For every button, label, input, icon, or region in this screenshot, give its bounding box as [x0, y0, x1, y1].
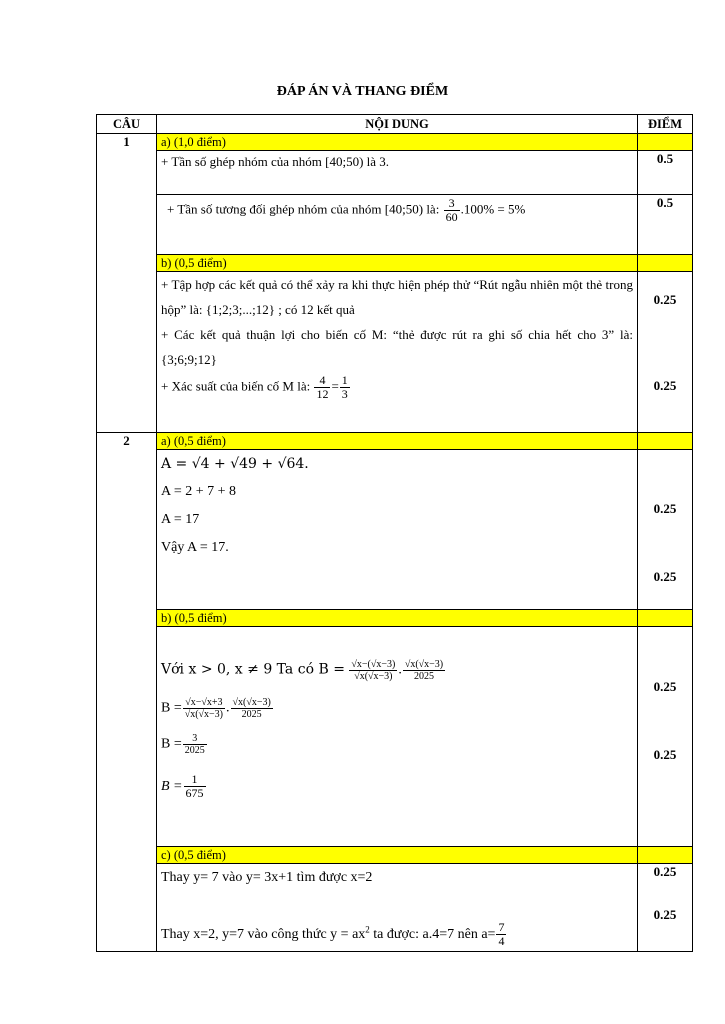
q1-b-p12-row — [97, 272, 693, 373]
q1-b-p1-points: 0.25 — [638, 272, 693, 373]
q2-a-pt2: 0.25 — [653, 568, 677, 584]
q2-part-a-label: a) (0,5 điểm) — [157, 432, 638, 449]
q2-part-b-label: b) (0,5 điểm) — [157, 609, 638, 626]
q2-a-l1: A = √4 + √49 + √64. — [161, 455, 309, 472]
q2-b-l2-frac1: $\frac{√x-√x+3}{√x(√x-3)}$ — [184, 696, 224, 720]
q2-c-l1: Thay y= 7 vào y= 3x+1 tìm được x=2 — [157, 863, 638, 907]
header-row — [97, 115, 693, 134]
page-title: ĐÁP ÁN VÀ THANG ĐIỂM — [276, 84, 449, 99]
q2-c-l2-row — [97, 907, 693, 951]
q1-a-line2: + Tần số tương đối ghép nhóm của nhóm [40;50) là: $\frac{3}{60}$ .100% = 5% — [157, 195, 638, 255]
q2-b-l1-frac1: $\frac{√x-(√x-3)}{√x(√x-3)}$ — [351, 658, 396, 682]
q2-b-l3-frac: $\frac{3}{2025}$ — [184, 732, 205, 756]
q2-b-row — [97, 626, 693, 846]
q2-part-c-points — [638, 846, 693, 863]
q2-b-l2: B = $\frac{√x-√x+3}{√x(√x-3)}$ . $\frac{√x(√x-3)}{2025}$ — [161, 696, 271, 720]
q2-part-a-points — [638, 432, 693, 449]
q2-c-l2-frac: $\frac{7}{4}$ — [498, 920, 505, 949]
q2-b-l1: Với x > 0, x ≠ 9 Ta có B = $\frac{√x-(√x-3)}{√x(√x-3)}$ . $\frac{√x(√x-3)}{2025}$ — [161, 658, 444, 682]
q1-b-p3: + Xác suất của biến cố M là: $\frac{4}{12}$ = $\frac{1}{3}$ — [157, 372, 638, 432]
q2-part-b-row — [97, 609, 693, 626]
q2-part-b-points — [638, 609, 693, 626]
q2-b-l4: B = $\frac{1}{675}$ — [161, 771, 204, 800]
header-noi-dung: NỘI DUNG — [157, 115, 638, 134]
answer-table — [96, 114, 693, 952]
q1-a-line1: + Tần số ghép nhóm của nhóm [40;50) là 3. — [157, 151, 638, 195]
q1-part-a-label: a) (1,0 điểm) — [157, 134, 638, 151]
q1-part-a-row — [97, 134, 693, 151]
q1-b-p1: + Tập hợp các kết quả có thể xảy ra khi thực hiện phép thử “Rút ngẫu nhiên một thẻ trong hộp” là: {1;2;3;...;12} ; có 12 kết quả — [161, 277, 633, 317]
q2-a-pt1: 0.25 — [653, 500, 677, 516]
q2-b-pt2: 0.25 — [653, 746, 677, 762]
q2-a-points — [638, 449, 693, 609]
q2-b-l4-frac: $\frac{1}{675}$ — [185, 771, 204, 800]
q1-part-b-row — [97, 255, 693, 272]
q1-a-line2-points: 0.5 — [638, 195, 693, 255]
q2-c-l1-points: 0.25 — [638, 863, 693, 907]
header-cau: CÂU — [97, 115, 157, 134]
q2-a-l3: A = 17 — [161, 511, 200, 527]
q2-c-l2-points: 0.25 — [638, 907, 693, 951]
q1-a-line1-points: 0.5 — [638, 151, 693, 195]
q1-b-p3-points: 0.25 — [638, 372, 693, 432]
q1-part-b-points — [638, 255, 693, 272]
q2-a-row — [97, 449, 693, 609]
q2-b-l1-frac2: $\frac{√x(√x-3)}{2025}$ — [404, 658, 444, 682]
q1-number: 1 — [97, 134, 157, 433]
q1-b-p3-fraction1: $\frac{4}{12}$ — [316, 373, 329, 402]
q2-part-c-row — [97, 846, 693, 863]
q1-b-p3-fraction2: $\frac{1}{3}$ — [341, 373, 348, 402]
q2-number: 2 — [97, 432, 157, 951]
q2-a-content — [157, 449, 638, 609]
q2-b-l2-frac2: $\frac{√x(√x-3)}{2025}$ — [232, 696, 271, 720]
q2-c-l2: Thay x=2, y=7 vào công thức $y = ax^2$ ta được: a.4=7 nên a= $\frac{7}{4}$ — [157, 907, 638, 951]
q2-b-pt1: 0.25 — [653, 678, 677, 694]
q1-b-content — [157, 272, 638, 373]
q2-a-l4: Vậy A = 17. — [161, 539, 229, 555]
q1-a-line2-row — [97, 195, 693, 255]
q2-part-a-row — [97, 432, 693, 449]
q1-b-p2: + Các kết quả thuận lợi cho biến cố M: “thẻ được rút ra ghi số chia hết cho 3” là: {3;6;9;12} — [161, 327, 633, 367]
q1-a-line1-row — [97, 151, 693, 195]
q2-part-c-label: c) (0,5 điểm) — [157, 846, 638, 863]
q2-c-l1-row — [97, 863, 693, 907]
header-diem: ĐIỂM — [638, 115, 693, 134]
q1-part-b-label: b) (0,5 điểm) — [157, 255, 638, 272]
q2-a-l2: A = 2 + 7 + 8 — [161, 483, 237, 499]
q1-part-a-points — [638, 134, 693, 151]
q1-b-p3-row — [97, 372, 693, 432]
q2-b-l3: B = $\frac{3}{2025}$ — [161, 732, 205, 756]
q1-a-line2-fraction: $\frac{3}{60}$ — [445, 196, 458, 225]
q2-b-points — [638, 626, 693, 846]
q2-b-content — [157, 626, 638, 846]
